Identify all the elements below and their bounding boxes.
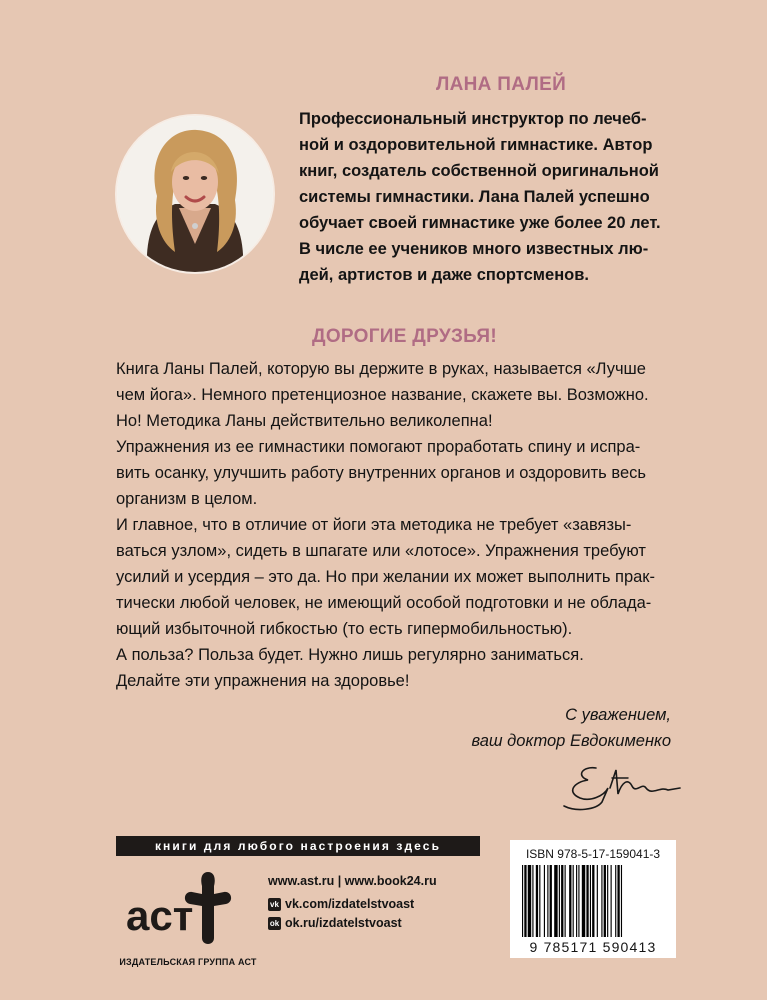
letter-line: ющий избыточной гибкостью (то есть гипермобильностью). [116, 620, 573, 638]
letter-line: чем йога». Немного претенциозное название, скажете вы. Возможно. [116, 386, 649, 404]
letter-line: тически любой человек, не имеющий особой подготовки и не облада- [116, 594, 652, 612]
author-bio-line: книг, создатель собственной оригинальной [299, 162, 659, 180]
author-portrait-image [117, 116, 273, 272]
letter-line: вить осанку, улучшить работу внутренних органов и оздоровить весь [116, 464, 646, 482]
barcode-bars [520, 865, 666, 939]
publisher-websites[interactable]: www.ast.ru | www.book24.ru [268, 874, 437, 888]
letter-line: ваться узлом», сидеть в шпагате или «лотосе». Упражнения требуют [116, 542, 646, 560]
letter-line: усилий и усердия – это да. Но при желании их может выполнить прак- [116, 568, 656, 586]
letter-line: Упражнения из ее гимнастики помогают проработать спину и испра- [116, 438, 641, 456]
vk-link[interactable] [268, 897, 414, 911]
handwritten-signature [556, 758, 684, 814]
letter-line: организм в целом. [116, 490, 258, 508]
ok-icon: ok [269, 918, 280, 928]
author-bio [299, 106, 699, 288]
vk-icon: vk [268, 898, 281, 911]
barcode-number: 9 785171 590413 [529, 939, 657, 955]
publisher-logo-text: аст [126, 892, 194, 939]
letter-line: Но! Методика Ланы действительно великолепна! [116, 412, 493, 430]
letter-greeting: ДОРОГИЕ ДРУЗЬЯ! [312, 326, 497, 347]
letter-body [116, 356, 676, 694]
letter-line: Делайте эти упражнения на здоровье! [116, 672, 410, 690]
letter-line: И главное, что в отличие от йоги эта методика не требует «завязы- [116, 516, 632, 534]
isbn-barcode [510, 840, 676, 958]
ok-link[interactable] [268, 916, 402, 930]
author-bio-line: Профессиональный инструктор по лечеб- [299, 110, 647, 128]
closing-line: ваш доктор Евдокименко [471, 732, 671, 750]
letter-line: А польза? Польза будет. Нужно лишь регулярно заниматься. [116, 646, 584, 664]
ok-link-text: ok.ru/izdatelstvoast [285, 916, 402, 930]
author-name: ЛАНА ПАЛЕЙ [436, 74, 567, 95]
author-bio-line: В числе ее учеников много известных лю- [299, 240, 649, 258]
publisher-logo [122, 868, 248, 948]
isbn-label: ISBN 978-5-17-159041-3 [525, 847, 661, 861]
series-tagline-band: книги для любого настроения здесь [116, 836, 480, 856]
author-bio-line: обучает своей гимнастике уже более 20 лет. [299, 214, 661, 232]
author-bio-line: дей, артистов и даже спортсменов. [299, 266, 589, 284]
author-bio-line: системы гимнастики. Лана Палей успешно [299, 188, 650, 206]
publisher-name: ИЗДАТЕЛЬСКАЯ ГРУППА АСТ [119, 957, 257, 967]
letter-closing [471, 702, 671, 754]
closing-line: С уважением, [565, 706, 671, 724]
author-bio-line: ной и оздоровительной гимнастике. Автор [299, 136, 653, 154]
letter-line: Книга Ланы Палей, которую вы держите в руках, называется «Лучше [116, 360, 646, 378]
author-photo [117, 116, 273, 272]
vk-link-text: vk.com/izdatelstvoast [285, 897, 415, 911]
